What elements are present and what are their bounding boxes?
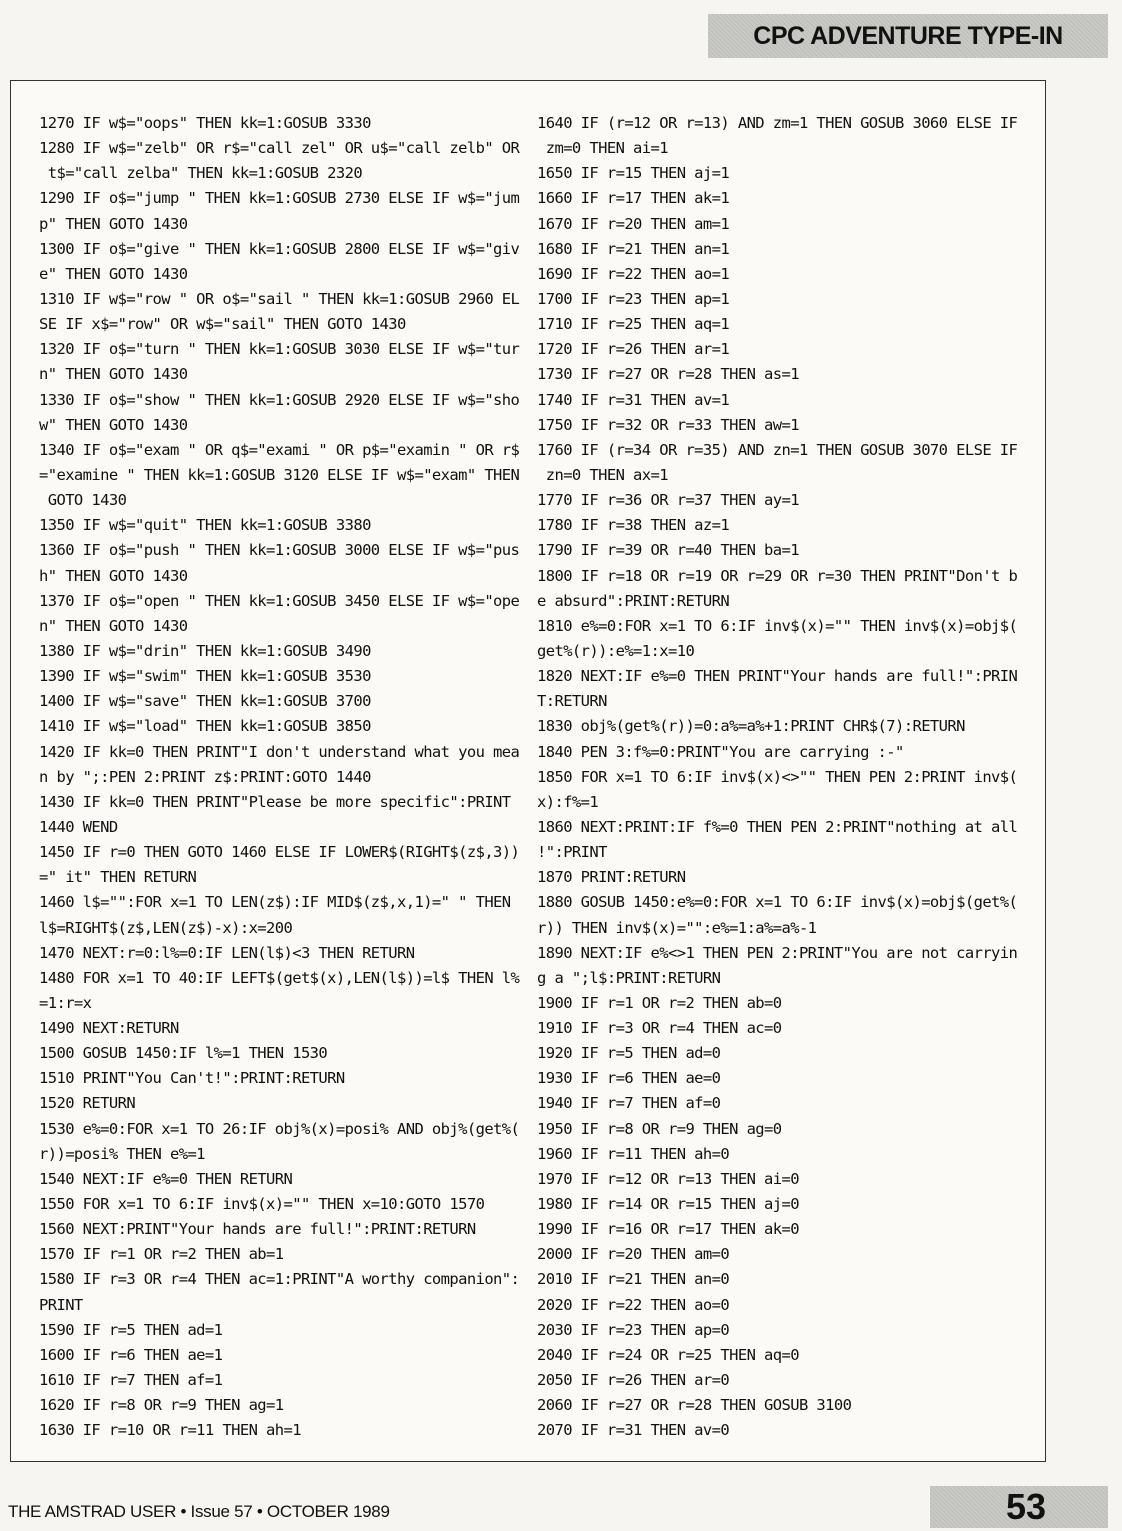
code-line: n" THEN GOTO 1430 [39, 365, 188, 384]
code-line: h" THEN GOTO 1430 [39, 566, 188, 585]
code-line: 1550 FOR x=1 TO 6:IF inv$(x)="" THEN x=10:GOTO 1570 [39, 1195, 485, 1214]
code-line: 1610 IF r=7 THEN af=1 [39, 1371, 223, 1390]
code-line: 1280 IF w$="zelb" OR r$="call zel" OR u$="call zelb" OR [39, 139, 520, 158]
code-line: 1430 IF kk=0 THEN PRINT"Please be more specific":PRINT [39, 792, 511, 811]
code-line: 1670 IF r=20 THEN am=1 [537, 214, 730, 233]
code-line: 1920 IF r=5 THEN ad=0 [537, 1044, 721, 1063]
code-line: 1290 IF o$="jump " THEN kk=1:GOSUB 2730 ELSE IF w$="jum [39, 189, 520, 208]
code-line: 1690 IF r=22 THEN ao=1 [537, 264, 730, 283]
code-line: 1980 IF r=14 OR r=15 THEN aj=0 [537, 1195, 799, 1214]
page-number-tab [930, 1486, 1108, 1528]
code-line: 1530 e%=0:FOR x=1 TO 26:IF obj%(x)=posi% AND obj%(get%( [39, 1119, 520, 1138]
code-line: 1540 NEXT:IF e%=0 THEN RETURN [39, 1169, 293, 1188]
code-line: 1600 IF r=6 THEN ae=1 [39, 1345, 223, 1364]
code-line: 1480 FOR x=1 TO 40:IF LEFT$(get$(x),LEN(l$))=l$ THEN l% [39, 968, 520, 987]
code-line: 2010 IF r=21 THEN an=0 [537, 1270, 730, 1289]
code-line: 1840 PEN 3:f%=0:PRINT"You are carrying :-" [537, 742, 904, 761]
code-line: 1680 IF r=21 THEN an=1 [537, 239, 730, 258]
code-line: get%(r)):e%=1:x=10 [537, 641, 695, 660]
code-line: 1830 obj%(get%(r))=0:a%=a%+1:PRINT CHR$(7):RETURN [537, 717, 965, 736]
code-line: 1390 IF w$="swim" THEN kk=1:GOSUB 3530 [39, 667, 371, 686]
code-line: SE IF x$="row" OR w$="sail" THEN GOTO 1430 [39, 315, 406, 334]
code-line: 1380 IF w$="drin" THEN kk=1:GOSUB 3490 [39, 641, 371, 660]
code-line: 1940 IF r=7 THEN af=0 [537, 1094, 721, 1113]
code-line: 1870 PRINT:RETURN [537, 868, 686, 887]
code-line: n by ";:PEN 2:PRINT z$:PRINT:GOTO 1440 [39, 767, 371, 786]
code-line: 1630 IF r=10 OR r=11 THEN ah=1 [39, 1421, 301, 1440]
code-line: 1880 GOSUB 1450:e%=0:FOR x=1 TO 6:IF inv$(x)=obj$(get%( [537, 893, 1018, 912]
code-line: 1860 NEXT:PRINT:IF f%=0 THEN PEN 2:PRINT"nothing at all [537, 817, 1018, 836]
code-line: 1760 IF (r=34 OR r=35) AND zn=1 THEN GOSUB 3070 ELSE IF [537, 440, 1018, 459]
code-line: 1660 IF r=17 THEN ak=1 [537, 189, 730, 208]
code-line: ="examine " THEN kk=1:GOSUB 3120 ELSE IF w$="exam" THEN [39, 465, 520, 484]
code-line: r))=posi% THEN e%=1 [39, 1144, 205, 1163]
code-line: 1780 IF r=38 THEN az=1 [537, 516, 730, 535]
code-line: 1580 IF r=3 OR r=4 THEN ac=1:PRINT"A worthy companion": [39, 1270, 520, 1289]
code-line: x):f%=1 [537, 792, 599, 811]
code-line: zm=0 THEN ai=1 [537, 139, 668, 158]
code-line: 1560 NEXT:PRINT"Your hands are full!":PRINT:RETURN [39, 1220, 476, 1239]
code-line: 1570 IF r=1 OR r=2 THEN ab=1 [39, 1245, 284, 1264]
code-line: 1770 IF r=36 OR r=37 THEN ay=1 [537, 491, 799, 510]
code-line: 1990 IF r=16 OR r=17 THEN ak=0 [537, 1220, 799, 1239]
code-line: 1720 IF r=26 THEN ar=1 [537, 340, 730, 359]
code-line: 1520 RETURN [39, 1094, 136, 1113]
code-line: zn=0 THEN ax=1 [537, 465, 668, 484]
code-line: 1400 IF w$="save" THEN kk=1:GOSUB 3700 [39, 692, 371, 711]
listing-column-right [537, 111, 1027, 1443]
code-line: 1490 NEXT:RETURN [39, 1019, 179, 1038]
code-line: 1340 IF o$="exam " OR q$="exami " OR p$="examin " OR r$ [39, 440, 520, 459]
code-line: 2020 IF r=22 THEN ao=0 [537, 1295, 730, 1314]
code-line: 1970 IF r=12 OR r=13 THEN ai=0 [537, 1169, 799, 1188]
code-line: e" THEN GOTO 1430 [39, 264, 188, 283]
code-line: r)) THEN inv$(x)="":e%=1:a%=a%-1 [537, 918, 817, 937]
code-line: 1700 IF r=23 THEN ap=1 [537, 289, 730, 308]
code-line: 1820 NEXT:IF e%=0 THEN PRINT"Your hands are full!":PRIN [537, 667, 1018, 686]
code-line: 1450 IF r=0 THEN GOTO 1460 ELSE IF LOWER$(RIGHT$(z$,3)) [39, 843, 520, 862]
publication-footer: THE AMSTRAD USER • Issue 57 • OCTOBER 1989 [8, 1502, 390, 1521]
code-line: 1890 NEXT:IF e%<>1 THEN PEN 2:PRINT"You are not carryin [537, 943, 1018, 962]
code-line: n" THEN GOTO 1430 [39, 616, 188, 635]
section-title: CPC ADVENTURE TYPE-IN [753, 21, 1063, 50]
code-line: 1310 IF w$="row " OR o$="sail " THEN kk=1:GOSUB 2960 EL [39, 289, 520, 308]
section-header [708, 14, 1108, 58]
code-line: 1930 IF r=6 THEN ae=0 [537, 1069, 721, 1088]
code-line: PRINT [39, 1295, 83, 1314]
code-line: 1710 IF r=25 THEN aq=1 [537, 315, 730, 334]
code-line: 1440 WEND [39, 817, 118, 836]
code-listing [10, 80, 1046, 1462]
code-line: 1740 IF r=31 THEN av=1 [537, 390, 730, 409]
code-line: 2040 IF r=24 OR r=25 THEN aq=0 [537, 1345, 799, 1364]
listing-column-left [39, 111, 529, 1443]
code-line: p" THEN GOTO 1430 [39, 214, 188, 233]
code-line: 2070 IF r=31 THEN av=0 [537, 1421, 730, 1440]
code-line: 1900 IF r=1 OR r=2 THEN ab=0 [537, 993, 782, 1012]
code-line: 1270 IF w$="oops" THEN kk=1:GOSUB 3330 [39, 114, 371, 132]
code-line: 1330 IF o$="show " THEN kk=1:GOSUB 2920 ELSE IF w$="sho [39, 390, 520, 409]
code-line: 1300 IF o$="give " THEN kk=1:GOSUB 2800 ELSE IF w$="giv [39, 239, 520, 258]
code-line: l$=RIGHT$(z$,LEN(z$)-x):x=200 [39, 918, 293, 937]
code-line: 1510 PRINT"You Can't!":PRINT:RETURN [39, 1069, 345, 1088]
code-line: 1850 FOR x=1 TO 6:IF inv$(x)<>"" THEN PEN 2:PRINT inv$( [537, 767, 1018, 786]
code-line: 2000 IF r=20 THEN am=0 [537, 1245, 730, 1264]
code-line: 1950 IF r=8 OR r=9 THEN ag=0 [537, 1119, 782, 1138]
page-number: 53 [1005, 1486, 1046, 1527]
code-line: 1460 l$="":FOR x=1 TO LEN(z$):IF MID$(z$,x,1)=" " THEN [39, 893, 511, 912]
code-line: 2050 IF r=26 THEN ar=0 [537, 1371, 730, 1390]
code-line: 1790 IF r=39 OR r=40 THEN ba=1 [537, 541, 799, 560]
code-line: 1960 IF r=11 THEN ah=0 [537, 1144, 730, 1163]
code-line: =" it" THEN RETURN [39, 868, 197, 887]
code-line: 1420 IF kk=0 THEN PRINT"I don't understand what you mea [39, 742, 520, 761]
code-line: 1350 IF w$="quit" THEN kk=1:GOSUB 3380 [39, 516, 371, 535]
code-line: t$="call zelba" THEN kk=1:GOSUB 2320 [39, 164, 363, 183]
code-line: 1800 IF r=18 OR r=19 OR r=29 OR r=30 THEN PRINT"Don't b [537, 566, 1018, 585]
code-line: e absurd":PRINT:RETURN [537, 591, 730, 610]
code-line: 1360 IF o$="push " THEN kk=1:GOSUB 3000 ELSE IF w$="pus [39, 541, 520, 560]
code-line: 2030 IF r=23 THEN ap=0 [537, 1320, 730, 1339]
code-line: =1:r=x [39, 993, 92, 1012]
code-line: 1590 IF r=5 THEN ad=1 [39, 1320, 223, 1339]
code-line: 1370 IF o$="open " THEN kk=1:GOSUB 3450 ELSE IF w$="ope [39, 591, 520, 610]
code-line: T:RETURN [537, 692, 607, 711]
code-line: 1750 IF r=32 OR r=33 THEN aw=1 [537, 415, 799, 434]
code-line: 1500 GOSUB 1450:IF l%=1 THEN 1530 [39, 1044, 328, 1063]
code-line: 1650 IF r=15 THEN aj=1 [537, 164, 730, 183]
code-line: 1620 IF r=8 OR r=9 THEN ag=1 [39, 1396, 284, 1415]
code-line: 1470 NEXT:r=0:l%=0:IF LEN(l$)<3 THEN RETURN [39, 943, 415, 962]
code-line: 2060 IF r=27 OR r=28 THEN GOSUB 3100 [537, 1396, 852, 1415]
code-line: 1730 IF r=27 OR r=28 THEN as=1 [537, 365, 799, 384]
code-line: GOTO 1430 [39, 491, 127, 510]
code-line: w" THEN GOTO 1430 [39, 415, 188, 434]
code-line: 1320 IF o$="turn " THEN kk=1:GOSUB 3030 ELSE IF w$="tur [39, 340, 520, 359]
code-line: !":PRINT [537, 843, 607, 862]
code-line: 1640 IF (r=12 OR r=13) AND zm=1 THEN GOSUB 3060 ELSE IF [537, 114, 1018, 132]
code-line: 1810 e%=0:FOR x=1 TO 6:IF inv$(x)="" THEN inv$(x)=obj$( [537, 616, 1018, 635]
code-line: 1410 IF w$="load" THEN kk=1:GOSUB 3850 [39, 717, 371, 736]
code-line: g a ";l$:PRINT:RETURN [537, 968, 721, 987]
code-line: 1910 IF r=3 OR r=4 THEN ac=0 [537, 1019, 782, 1038]
